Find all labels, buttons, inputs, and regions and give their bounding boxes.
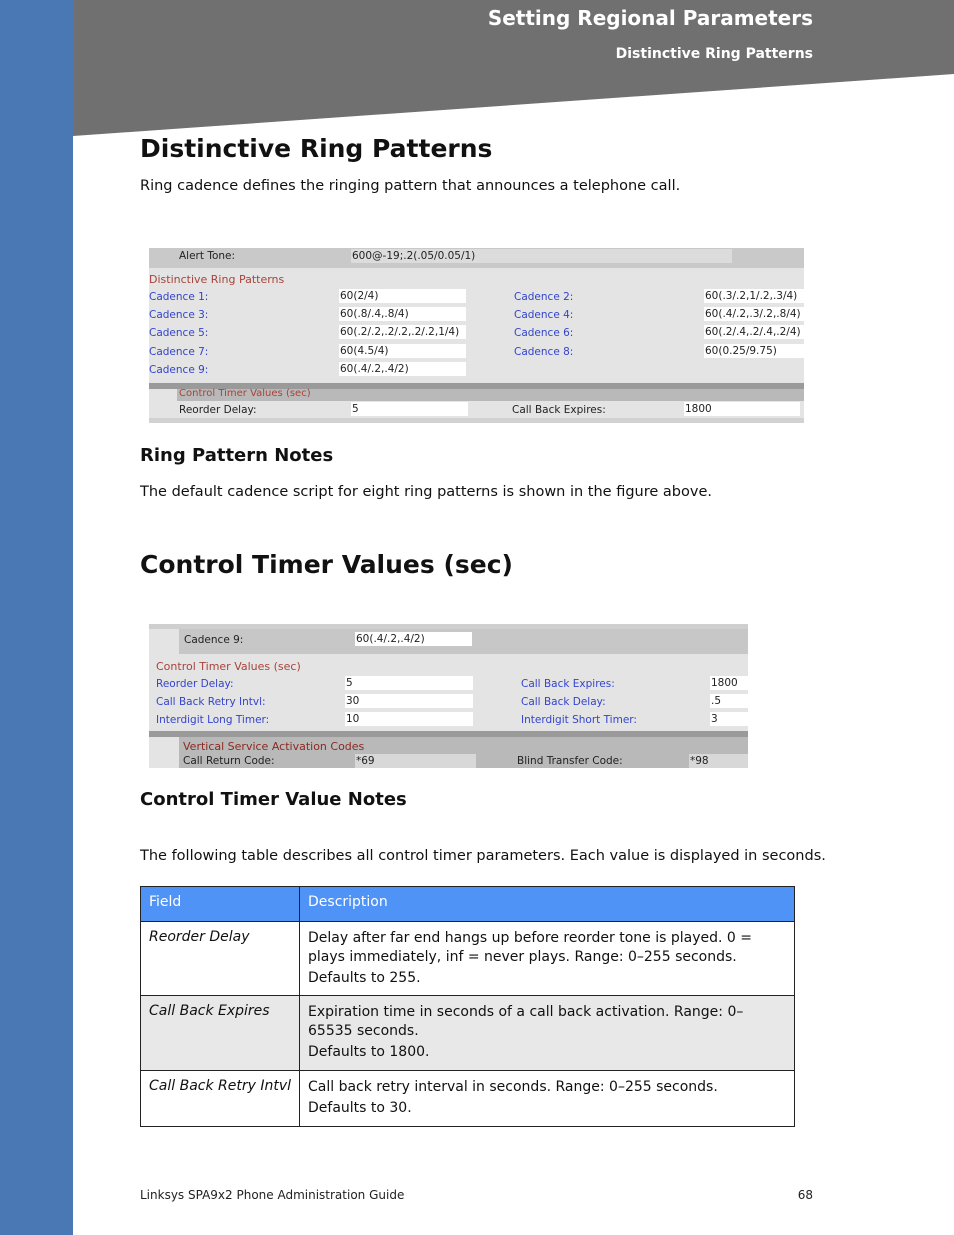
table-cell-field: Call Back Expires bbox=[141, 996, 300, 1071]
default-text: Defaults to 30. bbox=[308, 1100, 412, 1116]
call-back-expires-label: Call Back Expires: bbox=[512, 404, 606, 416]
timer-label: Call Back Delay: bbox=[521, 696, 606, 708]
cadence-label: Cadence 8: bbox=[514, 346, 574, 358]
cadence-value: 60(.2/.2,.2/.2,.2/.2,1/4) bbox=[339, 325, 466, 339]
table-cell-description bbox=[300, 1071, 795, 1127]
alert-tone-value: 600@-19;.2(.05/0.05/1) bbox=[351, 249, 732, 263]
table-header-field: Field bbox=[141, 887, 300, 922]
cadence-value: 60(.4/.2,.3/.2,.8/4) bbox=[704, 307, 804, 321]
footer-page-number: 68 bbox=[797, 1188, 813, 1202]
control-timer-notes-heading: Control Timer Value Notes bbox=[140, 789, 407, 810]
table-row bbox=[141, 1071, 795, 1127]
timer-section-label: Control Timer Values (sec) bbox=[179, 388, 311, 399]
section-heading-control-timer: Control Timer Values (sec) bbox=[140, 550, 513, 579]
description-text: Expiration time in seconds of a call back activation. Range: 0–65535 seconds. bbox=[308, 1004, 744, 1039]
cadence-value: 60(.4/.2,.4/2) bbox=[339, 362, 466, 376]
timer-value: 30 bbox=[345, 694, 473, 708]
cadence9-label: Cadence 9: bbox=[184, 634, 244, 646]
cadence-value: 60(.2/.4,.2/.4,.2/4) bbox=[704, 325, 804, 339]
timer-value: 1800 bbox=[710, 676, 748, 690]
chapter-title: Setting Regional Parameters bbox=[487, 6, 813, 30]
control-timer-section-label: Control Timer Values (sec) bbox=[156, 660, 301, 673]
cadence-label: Cadence 5: bbox=[149, 327, 209, 339]
timer-label: Call Back Retry Intvl: bbox=[156, 696, 266, 708]
cadence-value: 60(.8/.4,.8/4) bbox=[339, 307, 466, 321]
footer-guide-title: Linksys SPA9x2 Phone Administration Guide bbox=[140, 1188, 405, 1202]
cadence-value: 60(.3/.2,1/.2,.3/4) bbox=[704, 289, 804, 303]
timer-label: Reorder Delay: bbox=[156, 678, 234, 690]
timer-value: 10 bbox=[345, 712, 473, 726]
call-back-expires-value: 1800 bbox=[684, 402, 800, 416]
control-timer-screenshot bbox=[149, 624, 748, 768]
call-return-label: Call Return Code: bbox=[183, 755, 275, 767]
distinctive-ring-section-label: Distinctive Ring Patterns bbox=[149, 273, 285, 286]
table-row bbox=[141, 922, 795, 996]
cadence-value: 60(0.25/9.75) bbox=[704, 344, 804, 358]
section-heading-distinctive-ring: Distinctive Ring Patterns bbox=[140, 134, 493, 163]
ring-patterns-screenshot bbox=[149, 248, 804, 423]
cadence-label: Cadence 4: bbox=[514, 309, 574, 321]
header-section-title: Distinctive Ring Patterns bbox=[615, 46, 813, 62]
intro-paragraph: Ring cadence defines the ringing pattern that announces a telephone call. bbox=[140, 178, 681, 194]
table-cell-field: Call Back Retry Intvl bbox=[141, 1071, 300, 1127]
blind-transfer-label: Blind Transfer Code: bbox=[517, 755, 623, 767]
ring-pattern-notes-heading: Ring Pattern Notes bbox=[140, 445, 334, 466]
table-cell-description bbox=[300, 996, 795, 1071]
timer-label: Interdigit Long Timer: bbox=[156, 714, 270, 726]
default-text: Defaults to 1800. bbox=[308, 1044, 430, 1060]
timer-value: .5 bbox=[710, 694, 748, 708]
cadence-label: Cadence 9: bbox=[149, 364, 209, 376]
cadence-value: 60(2/4) bbox=[339, 289, 466, 303]
timer-value: 5 bbox=[345, 676, 473, 690]
cadence9-value: 60(.4/.2,.4/2) bbox=[355, 632, 472, 646]
vsac-section-label: Vertical Service Activation Codes bbox=[183, 740, 365, 753]
cadence-label: Cadence 7: bbox=[149, 346, 209, 358]
ring-pattern-notes-text: The default cadence script for eight ring patterns is shown in the figure above. bbox=[140, 484, 712, 500]
timer-value: 3 bbox=[710, 712, 748, 726]
control-timer-notes-text: The following table describes all control timer parameters. Each value is displayed in seconds. bbox=[140, 848, 826, 864]
table-cell-field: Reorder Delay bbox=[141, 922, 300, 996]
timer-label: Interdigit Short Timer: bbox=[521, 714, 637, 726]
table-row bbox=[141, 996, 795, 1071]
table-cell-description bbox=[300, 922, 795, 996]
timer-label: Call Back Expires: bbox=[521, 678, 615, 690]
table-header-row bbox=[141, 887, 795, 922]
cadence-label: Cadence 6: bbox=[514, 327, 574, 339]
control-timer-table bbox=[140, 886, 795, 1127]
call-return-value: *69 bbox=[355, 754, 476, 768]
blind-transfer-value: *98 bbox=[689, 754, 748, 768]
cadence-label: Cadence 1: bbox=[149, 291, 209, 303]
description-text: Delay after far end hangs up before reorder tone is played. 0 = plays immediately, inf = never plays. Range: 0–255 seconds. bbox=[308, 930, 752, 965]
table-header-description: Description bbox=[300, 887, 795, 922]
default-text: Defaults to 255. bbox=[308, 970, 421, 986]
left-sidebar-band bbox=[0, 0, 73, 1235]
description-text: Call back retry interval in seconds. Range: 0–255 seconds. bbox=[308, 1079, 718, 1095]
reorder-delay-label: Reorder Delay: bbox=[179, 404, 257, 416]
cadence-label: Cadence 3: bbox=[149, 309, 209, 321]
cadence-value: 60(4.5/4) bbox=[339, 344, 466, 358]
alert-tone-label: Alert Tone: bbox=[179, 250, 236, 262]
reorder-delay-value: 5 bbox=[351, 402, 468, 416]
cadence-label: Cadence 2: bbox=[514, 291, 574, 303]
